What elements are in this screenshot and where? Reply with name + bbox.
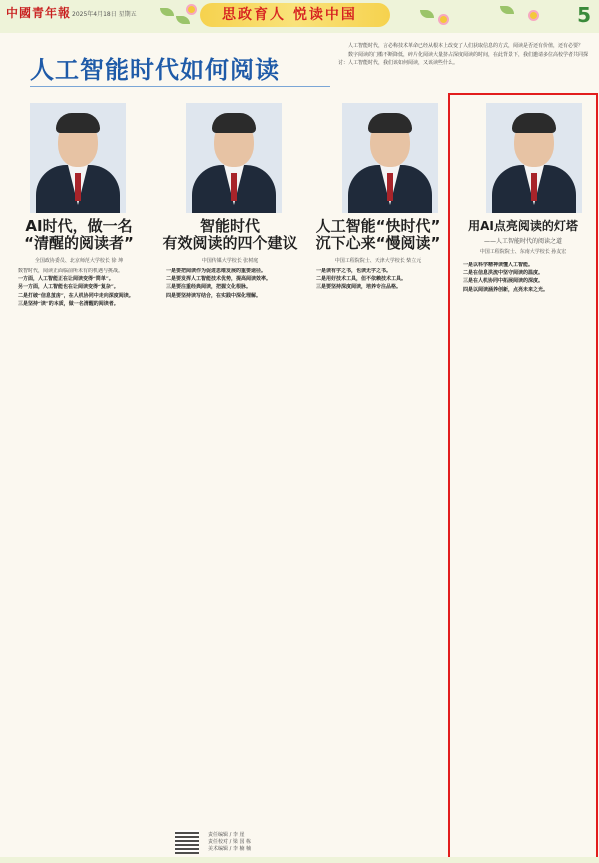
leaf-icon [176,16,190,24]
credit-proof: 责任校对 / 梁 国 栋 [208,839,252,845]
article-byline: 全国政协委员、北京师范大学校长 徐 坤 [34,258,124,264]
editorial-credits [208,832,251,853]
issue-date: 2025年4月18日 星期五 [72,11,137,18]
article-body: 数智时代，阅读正面临前所未有的机遇与挑战。 一方面，人工智能正在让阅读变得“简单”。 另一方面，人工智能也在让阅读变得“复杂”。 二是打破“信息茧房”，在人机协同中走向深度阅读。 三是坚持“读”的本质，做一名清醒的阅读者。 [18,268,134,307]
flower-icon [440,16,447,23]
headline-rule [30,86,330,87]
article-byline: 中国工程院院士、东南大学校长 孙友宏 [479,249,567,255]
article-title: 用AI点亮阅读的灯塔 [468,219,578,233]
article-byline: 中国传媒大学校长 张树庭 [201,258,259,264]
flower-icon [188,6,195,13]
newspaper-logo: 中國青年報 [6,6,72,20]
article-title: AI时代，做一名 “清醒的阅读者” [24,217,134,252]
intro-paragraph: 数字阅读的门槛不断降低，碎片化阅读大量挤占深度阅读的时间，在此背景下，我们邀请多位高校学者共同探讨：人工智能时代，我们该如何阅读，又该读些什么。 [338,51,589,66]
qr-code-icon [175,830,199,854]
author-portrait [186,103,282,213]
article-body: 一是读有字之书，也读无字之书。 二是用好技术工具，但不依赖技术工具。 三是要坚持深度阅读，培养专注品格。 [316,268,407,291]
article-byline: 中国工程院院士、天津大学校长 柴立元 [334,258,422,264]
intro-text [338,42,590,68]
flower-icon [530,12,537,19]
author-portrait [342,103,438,213]
article-title: 人工智能“快时代” 沉下心来“慢阅读” [315,217,441,252]
credit-art: 美术编辑 / 李 楠 楠 [208,846,252,852]
masthead [0,0,599,33]
section-slogan: 思政育人 悦读中国 [222,7,357,23]
article-subtitle: ——人工智能时代的阅读之道 [483,238,562,245]
article-title: 智能时代 有效阅读的四个建议 [162,217,298,252]
footer-band [0,857,599,863]
leaf-icon [160,8,174,16]
page-number: 5 [577,3,591,27]
author-portrait [30,103,126,213]
article-body: 一是要把阅读作为促进思维发展的重要途径。 二是要发挥人工智能技术优势，提高阅读效率。 三是要注重经典阅读，把握文化根脉。 四是要坚持读写结合，在实践中深化理解。 [166,268,272,299]
credit-editor: 责任编辑 / 李 崖 [208,832,245,838]
article-body: 一是以科学精神读懂人工智能。 二是在信息洪流中坚守阅读的温度。 三是在人机协同中拓展阅读的深度。 四是以阅读涵养创新，点亮未来之光。 [463,262,549,293]
intro-paragraph: 人工智能时代，言必称技术革命已经从根本上改变了人们获取信息的方式，阅读是否还有价值，还有必要？ [348,43,584,49]
leaf-icon [420,10,434,18]
leaf-icon [500,6,514,14]
page-headline: 人工智能时代如何阅读 [30,56,280,84]
